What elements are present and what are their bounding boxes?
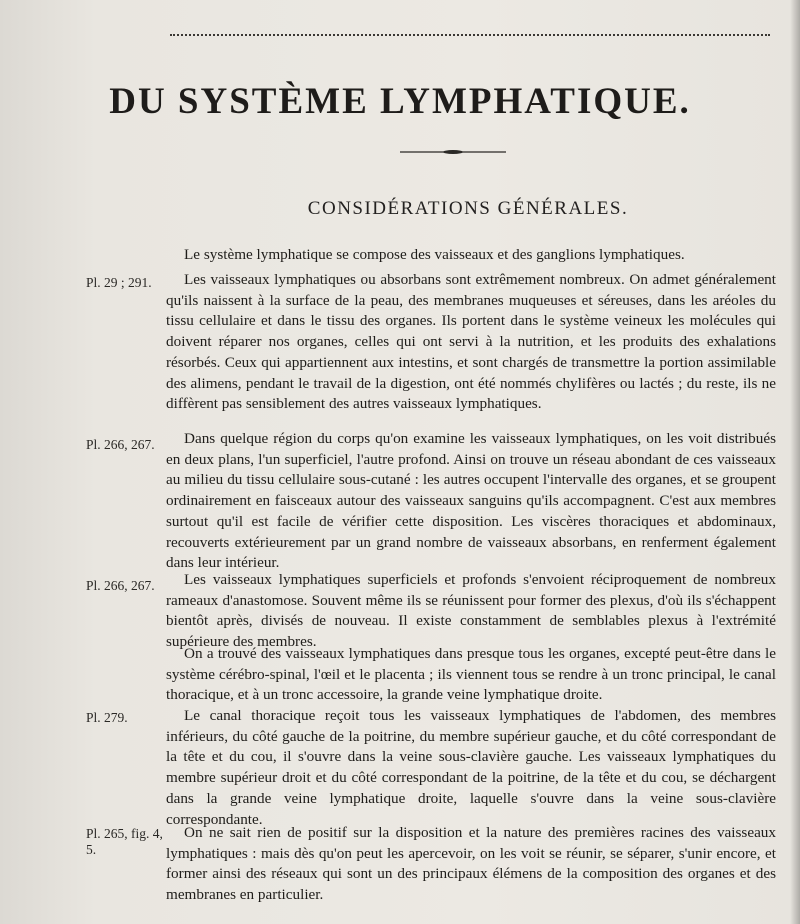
title-ornament-rule xyxy=(400,149,506,155)
body-paragraph: On a trouvé des vaisseaux lymphatiques dans presque tous les organes, excepté peut-être dans le système cérébro-spinal, l'œil et le placenta ; ils viennent tous se rendre à un tronc principal, le canal thoracique, et à un tronc accessoire, la grande veine lymphatique droite. xyxy=(166,645,776,704)
body-paragraph: Les vaisseaux lymphatiques ou absorbans sont extrêmement nombreux. On admet généralement qu'ils naissent à la surface de la peau, des membranes muqueuses et séreuses, dans les aréoles du tissu cellulaire et dans le tissu des organes. Ils portent dans le système veineux les molécules qui doivent réparer nos organes, celles qui ont servi à la nutrition, et les produits des exhalations résorbés. Ceux qui appartiennent aux intestins, et sont chargés de transmettre la portion assimilable des alimens, pendant le travail de la digestion, ont été nommés chylifères ou lactés ; du reste, ils ne diffèrent pas sensiblement des autres vaisseaux lymphatiques. xyxy=(166,271,776,413)
page-edge-shadow xyxy=(790,0,800,924)
body-paragraph: Le système lymphatique se compose des vaisseaux et des ganglions lymphatiques. xyxy=(184,246,685,263)
plate-reference: Pl. 265, fig. 4, 5. xyxy=(86,826,163,857)
body-paragraph: On ne sait rien de positif sur la disposition et la nature des premières racines des vaisseaux lymphatiques : mais dès qu'on peut les apercevoir, on les voit se réunir, se séparer, s'unir encore, et former ainsi des réseaux qui sont un des principaux élémens de la composition des organes et des membranes en particulier. xyxy=(166,824,776,904)
paragraph-block xyxy=(166,570,776,653)
body-paragraph: Le canal thoracique reçoit tous les vaisseaux lymphatiques de l'abdomen, des membres inférieurs, du côté gauche de la poitrine, du membre supérieur gauche, et du côté correspondant de la tête et du cou, il s'ouvre dans la veine sous-clavière gauche. Les vaisseaux lymphatiques du membre supérieur droit et du côté correspondant de la poitrine, de la tête et du cou, se déchargent dans la grande veine lymphatique droite, laquelle s'ouvre dans la veine sous-clavière correspondante. xyxy=(166,707,776,828)
plate-reference: Pl. 266, 267. xyxy=(86,437,155,452)
paragraph-block xyxy=(166,706,776,830)
plate-reference: Pl. 29 ; 291. xyxy=(86,275,152,290)
paragraph-block xyxy=(166,245,776,266)
paragraph-block xyxy=(166,644,776,706)
header-dotted-rule xyxy=(170,34,770,40)
section-heading: CONSIDÉRATIONS GÉNÉRALES. xyxy=(307,198,629,219)
paragraph-block xyxy=(166,429,776,574)
body-paragraph: Les vaisseaux lymphatiques superficiels et profonds s'envoient réciproquement de nombreux rameaux d'anastomose. Souvent même ils se réunissent pour former des plexus, d'où ils s'échappent bientôt après, divisés de nouveau. Il existe constamment de semblables plexus à l'extrémité supérieure des membres. xyxy=(166,571,776,651)
paragraph-block xyxy=(166,823,776,906)
paragraph-block xyxy=(166,270,776,415)
plate-reference: Pl. 266, 267. xyxy=(86,578,155,593)
chapter-title: DU SYSTÈME LYMPHATIQUE. xyxy=(109,81,691,122)
body-paragraph: Dans quelque région du corps qu'on examine les vaisseaux lymphatiques, on les voit distribués en deux plans, l'un superficiel, l'autre profond. Ainsi on trouve un réseau abondant de ces vaisseaux au milieu du tissu cellulaire sous-cutané : les autres occupent l'intervalle des organes, et se groupent ordinairement en faisceaux autour des vaisseaux sanguins qu'ils accompagnent. C'est aux membres surtout qu'il est facile de vérifier cette disposition. Les viscères thoraciques et abdominaux, recouverts extérieurement par un grand nombre de vaisseaux absorbans, en renferment également dans leur intérieur. xyxy=(166,430,776,572)
plate-reference: Pl. 279. xyxy=(86,710,128,725)
